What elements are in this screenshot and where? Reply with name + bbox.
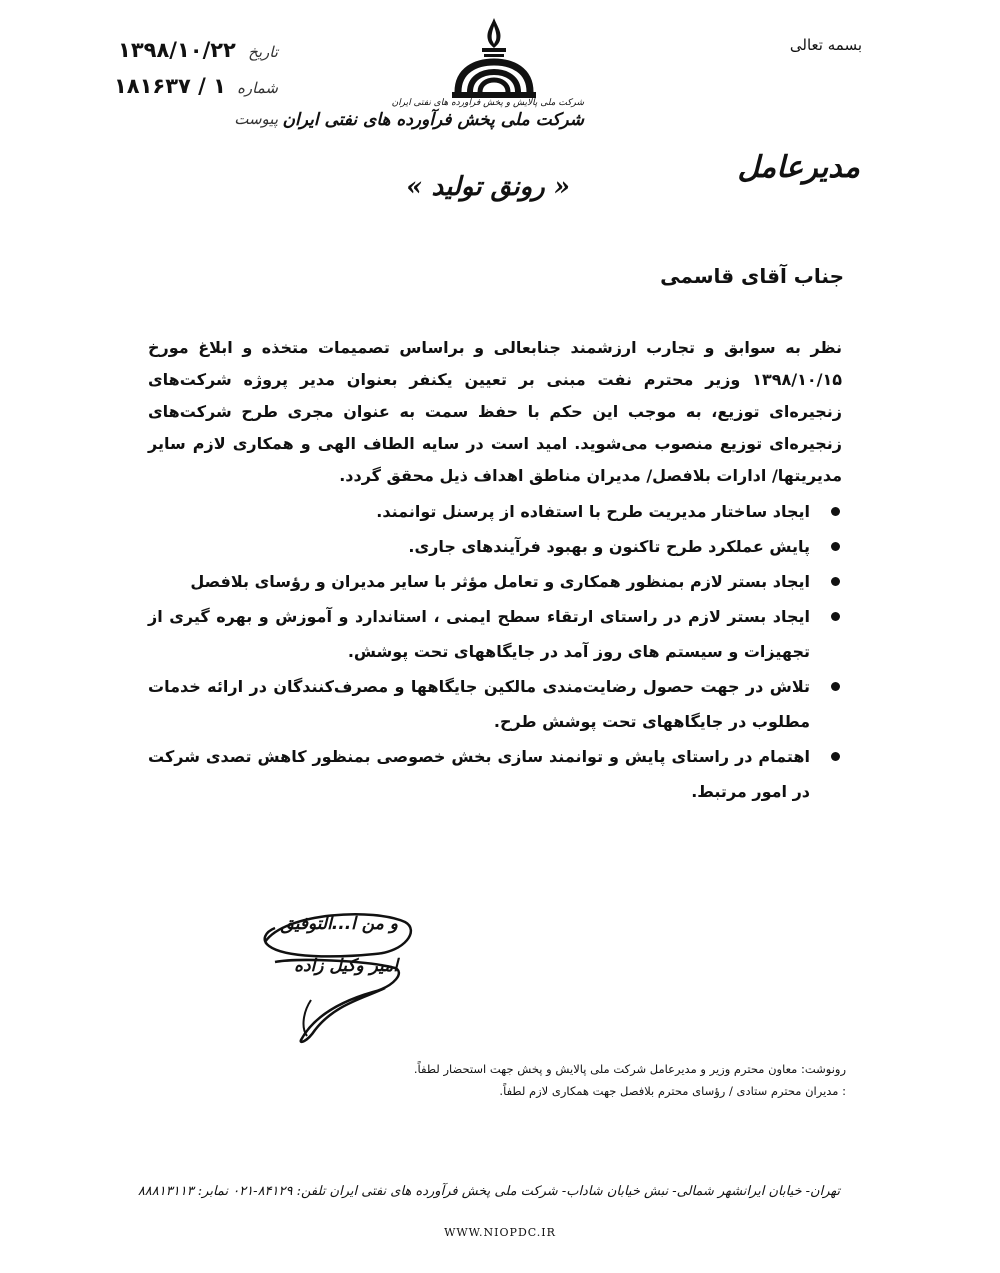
date-label: تاریخ [248, 43, 278, 61]
list-item [148, 739, 842, 809]
number-row [113, 74, 278, 110]
date-value: ۱۳۹۸/۱۰/۲۲ [118, 38, 236, 62]
list-item [148, 669, 842, 739]
attachment-row [118, 110, 278, 146]
list-item-text: پایش عملکرد طرح تاکنون و بهبود فرآیندهای جاری. [408, 537, 810, 556]
list-item-text: ایجاد بستر لازم در راستای ارتقاء سطح ایمنی ، استاندارد و آموزش و بهره گیری از تجهیزات و سیستم های روز آمد در جایگاههای تحت پوشش. [148, 607, 810, 661]
footer-address: تهران- خیابان ایرانشهر شمالی- نبش خیابان شاداب- شرکت ملی پخش فرآورده های نفتی ایران تلفن: ۸۴۱۲۹-۰۲۱ نمابر: ۸۸۸۱۳۱۱۳ [137, 1184, 840, 1199]
list-item-text: ایجاد بستر لازم بمنظور همکاری و تعامل مؤثر با سایر مدیران و رؤسای بلافصل [190, 572, 810, 591]
cc-line-2: : مدیران محترم ستادی / رؤسای محترم بلافصل جهت همکاری لازم لطفاً. [499, 1084, 846, 1098]
company-name: شرکت ملی پخش فرآورده های نفتی ایران [282, 110, 584, 130]
sender-title: مدیرعامل [737, 150, 860, 185]
list-item [148, 599, 842, 669]
bullet-icon [831, 612, 840, 621]
cc-line-1: رونوشت: معاون محترم وزیر و مدیرعامل شرکت ملی پالایش و پخش جهت استحضار لطفاً. [413, 1062, 846, 1076]
list-item [148, 529, 842, 564]
carbon-copy [414, 1058, 846, 1102]
bullet-icon [831, 507, 840, 516]
recipient: جناب آقای قاسمی [660, 264, 844, 288]
date-row [118, 38, 278, 74]
list-item [148, 564, 842, 599]
closing-text: و من ا...التوفیق [280, 914, 398, 934]
list-item-text: ایجاد ساختار مدیریت طرح با استفاده از پرسنل توانمند. [376, 502, 810, 521]
basmala: بسمه تعالی [789, 36, 862, 54]
number-value: ۱ / ۱۸۱۶۳۷ [113, 74, 226, 98]
list-item-text: اهتمام در راستای پایش و توانمند سازی بخش خصوصی بمنظور کاهش تصدی شرکت در امور مرتبط. [148, 747, 810, 801]
objectives-list [148, 494, 842, 809]
body-paragraph [148, 332, 842, 492]
bullet-icon [831, 752, 840, 761]
flame-logo-icon [446, 14, 542, 100]
slogan: « رونق تولید » [406, 172, 570, 202]
bullet-icon [831, 577, 840, 586]
signer-name: امیر وکیل زاده [294, 956, 398, 976]
bullet-icon [831, 542, 840, 551]
footer-website: WWW.NIOPDC.IR [444, 1226, 556, 1239]
letter-meta [113, 38, 278, 146]
list-item-text: تلاش در جهت حصول رضایت‌مندی مالکین جایگاهها و مصرف‌کنندگان در ارائه خدمات مطلوب در جایگاههای تحت پوشش طرح. [148, 677, 810, 731]
body-paragraph-text: نظر به سوابق و تجارب ارزشمند جنابعالی و براساس تصمیمات متخذه و ابلاغ مورخ ۱۳۹۸/۱۰/۱۵ وزیر محترم نفت مبنی بر تعیین یکنفر بعنوان مدیر پروژه شرکت‌های زنجیره‌ای توزیع، به موجب این حکم با حفظ سمت به عنوان مجری طرح شرکت‌های زنجیره‌ای توزیع منصوب می‌شوید. امید است در سایه الطاف الهی و همکاری لازم سایر مدیریتها/ ادارات بلافصل/ مدیران مناطق اهداف ذیل محقق گردد. [148, 338, 842, 485]
logo-small-text: شرکت ملی پالایش و پخش فرآورده های نفتی ایران [391, 98, 584, 108]
company-logo [282, 14, 584, 130]
bullet-icon [831, 682, 840, 691]
number-label: شماره [237, 79, 278, 97]
list-item [148, 494, 842, 529]
attachment-label: پیوست [234, 110, 278, 128]
